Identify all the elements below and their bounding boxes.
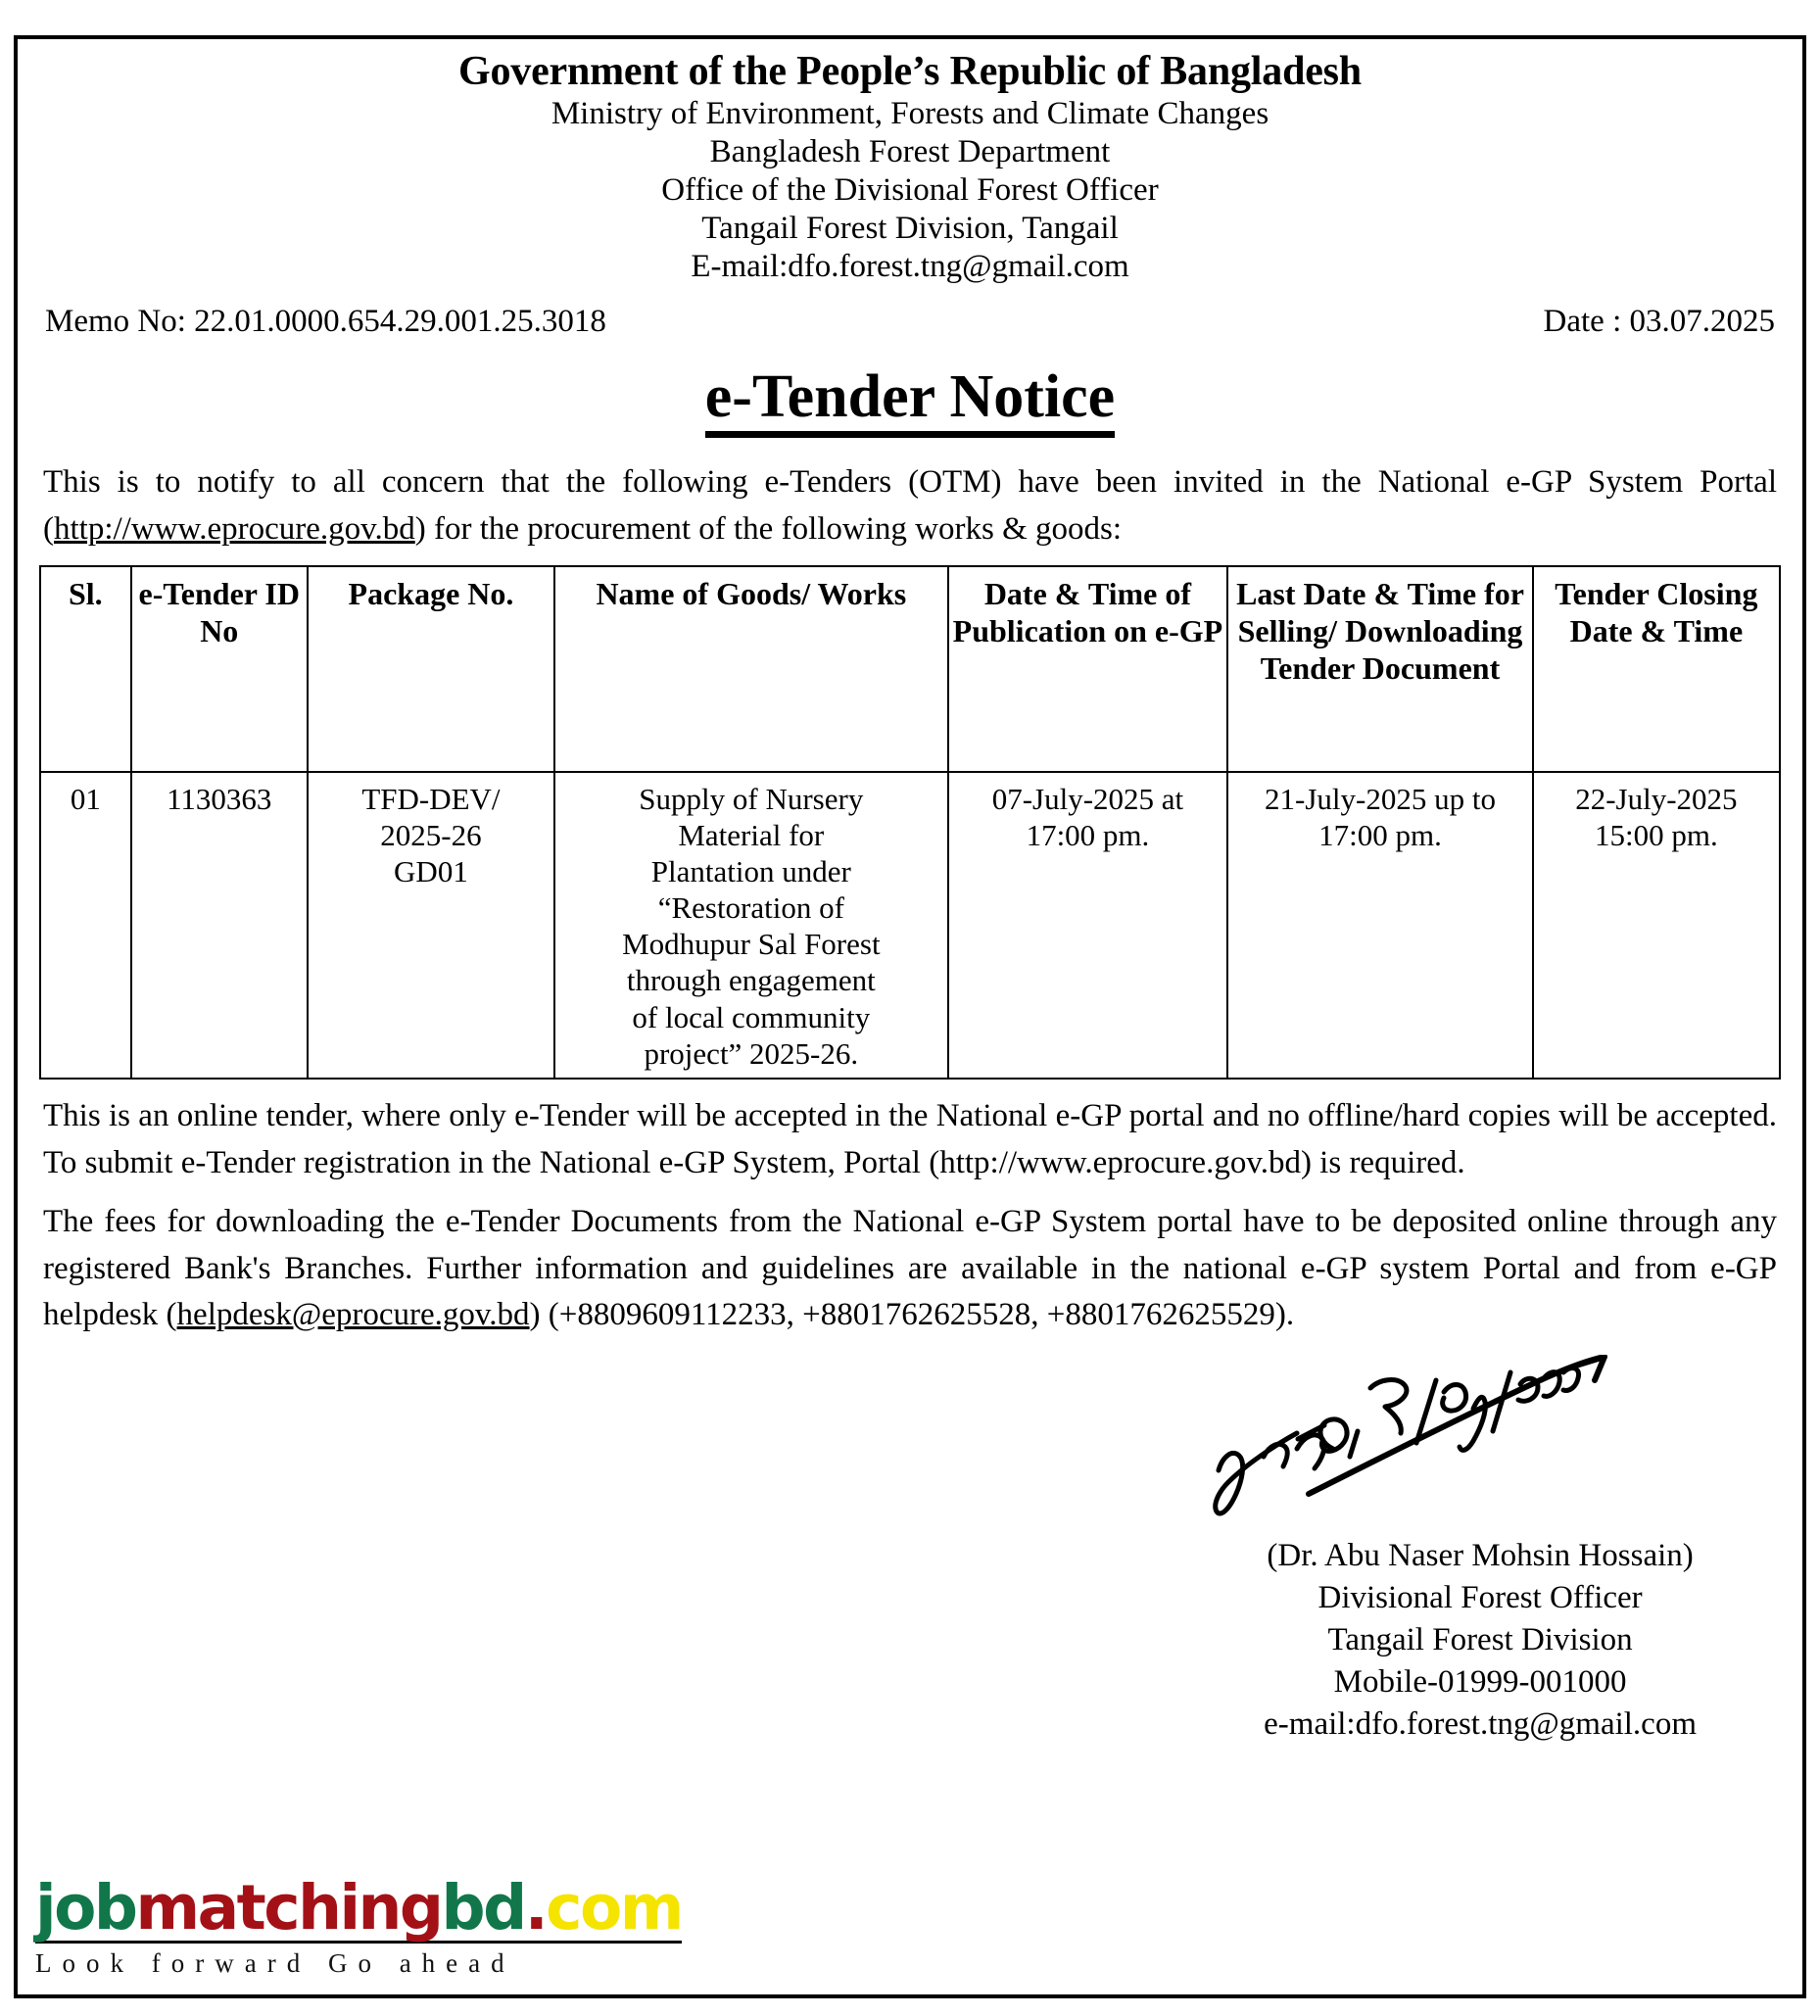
memo-row — [39, 304, 1781, 340]
logo-part-bd: bd — [441, 1872, 525, 1944]
goods-line: Modhupur Sal Forest — [622, 927, 881, 962]
col-header-package-no: Package No. — [308, 566, 554, 772]
logo-part-matching: matching — [135, 1872, 442, 1944]
letterhead — [39, 49, 1781, 286]
cell-last-selling — [1227, 772, 1532, 1080]
online-tender-paragraph: This is an online tender, where only e-Tender will be accepted in the National e-GP portal and no offline/hard copies will be accepted. To submit e-Tender registration in the National e-GP System, Portal (http://www.eprocure.gov.bd) is required. — [43, 1098, 1777, 1180]
publication-line: 17:00 pm. — [1026, 817, 1150, 852]
page-title: e-Tender Notice — [705, 365, 1115, 438]
helpdesk-email-link[interactable]: helpdesk@eprocure.gov.bd — [176, 1297, 530, 1333]
fees-paragraph — [39, 1199, 1781, 1340]
cell-closing — [1533, 772, 1780, 1080]
last-selling-line: 17:00 pm. — [1318, 817, 1442, 852]
col-header-closing: Tender Closing Date & Time — [1533, 566, 1780, 772]
col-header-publication: Date & Time of Publication on e-GP — [948, 566, 1228, 772]
jobmatchingbd-logo — [35, 1872, 721, 1979]
ministry-line: Ministry of Environment, Forests and Climate Changes — [551, 96, 1269, 132]
logo-part-com: com — [546, 1872, 682, 1944]
intro-paragraph — [39, 459, 1781, 553]
package-line: TFD-DEV/ — [361, 781, 501, 816]
signature-block — [1264, 1535, 1697, 1745]
cell-sl: 01 — [40, 772, 131, 1080]
logo-wordmark — [35, 1872, 721, 1944]
memo-date: Date : 03.07.2025 — [1543, 303, 1775, 339]
closing-line: 22-July-2025 — [1575, 781, 1738, 816]
signature-area — [39, 1351, 1781, 1742]
cell-name-of-goods — [554, 772, 948, 1080]
handwritten-signature — [1203, 1355, 1614, 1541]
signatory-name: (Dr. Abu Naser Mohsin Hossain) — [1267, 1538, 1694, 1574]
closing-line: 15:00 pm. — [1594, 817, 1718, 852]
signatory-division: Tangail Forest Division — [1327, 1622, 1633, 1657]
goods-line: through engagement — [626, 963, 876, 998]
tender-table — [39, 565, 1781, 1080]
cell-tender-id: 1130363 — [131, 772, 308, 1080]
goods-line: project” 2025-26. — [644, 1035, 859, 1071]
table-header-row — [40, 566, 1780, 772]
package-line: 2025-26 — [380, 817, 482, 852]
document-page — [14, 35, 1806, 1998]
cell-publication — [948, 772, 1228, 1080]
publication-line: 07-July-2025 at — [991, 781, 1184, 816]
package-line: GD01 — [394, 853, 468, 888]
cell-package-no — [308, 772, 554, 1080]
goods-line: “Restoration of — [657, 890, 844, 926]
col-header-tender-id: e-Tender ID No — [131, 566, 308, 772]
fees-text-before: The fees for downloading the e-Tender Documents from the National e-GP System portal have to be deposited online through any registered Bank's Branches. Further information and guidelines are available in the national e-GP system Portal and from e-GP helpdesk ( — [43, 1203, 1777, 1333]
goods-line: Material for — [678, 817, 825, 852]
document-inner — [18, 39, 1802, 1994]
goods-line: Supply of Nursery — [639, 781, 864, 816]
department-line: Bangladesh Forest Department — [709, 133, 1111, 169]
division-line: Tangail Forest Division, Tangail — [701, 210, 1119, 246]
last-selling-line: 21-July-2025 up to — [1265, 781, 1496, 816]
notice-title-wrap — [39, 362, 1781, 438]
col-header-name-of-goods: Name of Goods/ Works — [554, 566, 948, 772]
signatory-email: e-mail:dfo.forest.tng@gmail.com — [1264, 1705, 1697, 1742]
signatory-mobile: Mobile-01999-001000 — [1333, 1663, 1627, 1700]
memo-number: Memo No: 22.01.0000.654.29.001.25.3018 — [45, 303, 606, 339]
logo-part-job: job — [35, 1872, 136, 1944]
col-header-last-selling: Last Date & Time for Selling/ Downloading Tender Document — [1227, 566, 1532, 772]
logo-tagline: Look forward Go ahead — [35, 1948, 515, 1978]
signatory-designation: Divisional Forest Officer — [1317, 1580, 1643, 1616]
goods-line: of local community — [632, 999, 871, 1034]
fees-text-after: ) (+8809609112233, +8801762625528, +8801762625529). — [529, 1297, 1295, 1333]
col-header-sl: Sl. — [40, 566, 131, 772]
table-row — [40, 772, 1780, 1080]
intro-text-after: ) for the procurement of the following works & goods: — [414, 510, 1122, 547]
government-title: Government of the People’s Republic of Bangladesh — [458, 49, 1362, 94]
letterhead-email: E-mail:dfo.forest.tng@gmail.com — [691, 248, 1129, 284]
goods-line: Plantation under — [650, 853, 851, 888]
office-line: Office of the Divisional Forest Officer — [661, 171, 1159, 208]
eprocure-portal-link[interactable]: http://www.eprocure.gov.bd — [54, 510, 415, 547]
logo-part-dot: . — [524, 1872, 547, 1944]
intro-text-before: This is to notify to all concern that the following e-Tenders (OTM) have been invited in the National e-GP System Portal ( — [43, 463, 1777, 547]
